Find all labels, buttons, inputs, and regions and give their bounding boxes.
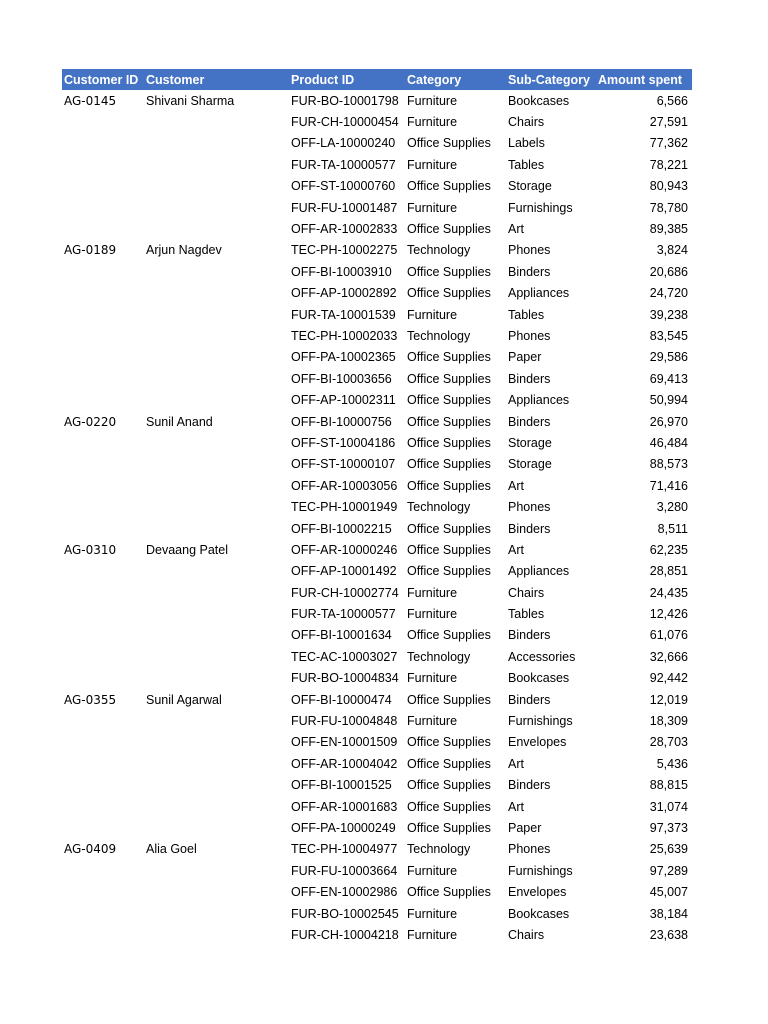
cell-product-id[interactable]: TEC-PH-10004977 [291, 842, 398, 857]
table-row [62, 133, 692, 154]
cell-amount-spent[interactable]: 3,824 [656, 243, 688, 258]
cell-sub-category[interactable]: Storage [508, 179, 552, 194]
cell-amount-spent[interactable]: 45,007 [649, 885, 688, 900]
cell-sub-category[interactable]: Appliances [508, 564, 570, 579]
cell-category[interactable]: Office Supplies [407, 286, 491, 301]
cell-category[interactable]: Technology [407, 842, 471, 857]
cell-sub-category[interactable]: Binders [508, 371, 551, 386]
table-row [62, 817, 692, 838]
table-row [62, 732, 692, 753]
table-row [62, 689, 692, 710]
cell-product-id[interactable]: OFF-ST-10000107 [291, 457, 396, 472]
table-row [62, 860, 692, 881]
cell-category[interactable]: Office Supplies [407, 735, 491, 750]
cell-sub-category[interactable]: Binders [508, 692, 551, 707]
table-row [62, 154, 692, 175]
cell-sub-category[interactable]: Chairs [508, 115, 545, 130]
header-category[interactable]: Category [407, 72, 462, 87]
cell-amount-spent[interactable]: 69,413 [649, 371, 688, 386]
cell-product-id[interactable]: OFF-BI-10003656 [291, 371, 392, 386]
table-row [62, 368, 692, 389]
cell-amount-spent[interactable]: 25,639 [649, 842, 688, 857]
table-row [62, 454, 692, 475]
cell-amount-spent[interactable]: 39,238 [649, 307, 688, 322]
header-amount-spent[interactable]: Amount spent [598, 72, 683, 87]
cell-amount-spent[interactable]: 28,851 [649, 564, 688, 579]
cell-sub-category[interactable]: Binders [508, 628, 551, 643]
cell-product-id[interactable]: FUR-FU-10004848 [291, 714, 398, 729]
cell-category[interactable]: Office Supplies [407, 778, 491, 793]
cell-category[interactable]: Office Supplies [407, 222, 491, 237]
cell-product-id[interactable]: OFF-BI-10002215 [291, 521, 392, 536]
table-row [62, 432, 692, 453]
cell-amount-spent[interactable]: 6,566 [656, 93, 688, 108]
cell-customer[interactable]: Devaang Patel [146, 542, 229, 557]
cell-product-id[interactable]: OFF-AR-10000246 [291, 542, 398, 557]
cell-category[interactable]: Furniture [407, 307, 458, 322]
cell-category[interactable]: Office Supplies [407, 179, 491, 194]
cell-category[interactable]: Office Supplies [407, 885, 491, 900]
cell-sub-category[interactable]: Art [508, 222, 524, 237]
cell-amount-spent[interactable]: 8,511 [657, 521, 688, 536]
cell-product-id[interactable]: OFF-PA-10002365 [291, 350, 396, 365]
cell-category[interactable]: Office Supplies [407, 564, 491, 579]
cell-customer[interactable]: Sunil Agarwal [146, 692, 222, 707]
cell-product-id[interactable]: FUR-CH-10002774 [291, 585, 399, 600]
cell-sub-category[interactable]: Paper [508, 820, 542, 835]
cell-amount-spent[interactable]: 50,994 [649, 393, 688, 408]
cell-sub-category[interactable]: Envelopes [508, 885, 567, 900]
cell-sub-category[interactable]: Chairs [508, 927, 545, 942]
table-row [62, 218, 692, 239]
cell-sub-category[interactable]: Binders [508, 778, 551, 793]
cell-amount-spent[interactable]: 3,280 [656, 500, 688, 515]
table-row [62, 903, 692, 924]
cell-amount-spent[interactable]: 5,436 [656, 756, 688, 771]
table-row [62, 411, 692, 432]
cell-amount-spent[interactable]: 12,426 [649, 607, 688, 622]
cell-amount-spent[interactable]: 46,484 [649, 435, 688, 450]
cell-amount-spent[interactable]: 71,416 [649, 478, 688, 493]
cell-sub-category[interactable]: Tables [508, 607, 545, 622]
cell-category[interactable]: Technology [407, 649, 471, 664]
cell-amount-spent[interactable]: 78,221 [649, 157, 688, 172]
table-row [62, 240, 692, 261]
cell-amount-spent[interactable]: 38,184 [649, 906, 688, 921]
table-body [62, 90, 692, 946]
cell-product-id[interactable]: FUR-TA-10000577 [291, 157, 396, 172]
cell-sub-category[interactable]: Envelopes [508, 735, 567, 750]
cell-amount-spent[interactable]: 92,442 [649, 671, 688, 686]
cell-category[interactable]: Office Supplies [407, 371, 491, 386]
cell-product-id[interactable]: FUR-CH-10004218 [291, 927, 399, 942]
cell-amount-spent[interactable]: 24,720 [649, 286, 688, 301]
table-row [62, 839, 692, 860]
cell-product-id[interactable]: OFF-BI-10001634 [291, 628, 392, 643]
cell-category[interactable]: Office Supplies [407, 136, 491, 151]
cell-sub-category[interactable]: Accessories [508, 649, 576, 664]
cell-sub-category[interactable]: Storage [508, 457, 552, 472]
header-sub-category[interactable]: Sub-Category [508, 72, 590, 87]
cell-product-id[interactable]: OFF-LA-10000240 [291, 136, 396, 151]
cell-category[interactable]: Office Supplies [407, 414, 491, 429]
cell-category[interactable]: Furniture [407, 714, 458, 729]
cell-product-id[interactable]: OFF-EN-10002986 [291, 885, 398, 900]
table-row [62, 881, 692, 902]
cell-amount-spent[interactable]: 24,435 [649, 585, 688, 600]
table-row [62, 539, 692, 560]
cell-product-id[interactable]: OFF-AP-10001492 [291, 564, 397, 579]
cell-amount-spent[interactable]: 97,373 [649, 820, 688, 835]
cell-sub-category[interactable]: Paper [508, 350, 542, 365]
table-row [62, 304, 692, 325]
cell-amount-spent[interactable]: 88,573 [649, 457, 688, 472]
cell-amount-spent[interactable]: 88,815 [649, 778, 688, 793]
cell-product-id[interactable]: FUR-CH-10000454 [291, 115, 399, 130]
cell-sub-category[interactable]: Bookcases [508, 93, 570, 108]
cell-product-id[interactable]: OFF-AR-10002833 [291, 222, 398, 237]
cell-product-id[interactable]: OFF-AP-10002311 [291, 393, 396, 408]
table-row [62, 753, 692, 774]
cell-amount-spent[interactable]: 89,385 [649, 222, 688, 237]
cell-product-id[interactable]: OFF-AR-10001683 [291, 799, 398, 814]
cell-product-id[interactable]: OFF-AP-10002892 [291, 286, 397, 301]
cell-product-id[interactable]: OFF-PA-10000249 [291, 820, 396, 835]
table-row [62, 668, 692, 689]
table-row [62, 924, 692, 945]
cell-category[interactable]: Furniture [407, 585, 458, 600]
cell-sub-category[interactable]: Chairs [508, 585, 545, 600]
table-row [62, 796, 692, 817]
header-customer[interactable]: Customer [146, 72, 205, 87]
cell-product-id[interactable]: FUR-BO-10002545 [291, 906, 399, 921]
cell-sub-category[interactable]: Bookcases [508, 906, 570, 921]
table-row [62, 496, 692, 517]
cell-amount-spent[interactable]: 77,362 [649, 136, 688, 151]
cell-sub-category[interactable]: Binders [508, 521, 551, 536]
cell-category[interactable]: Technology [407, 500, 471, 515]
cell-category[interactable]: Furniture [407, 93, 458, 108]
spreadsheet-table [62, 69, 692, 946]
table-row [62, 518, 692, 539]
cell-sub-category[interactable]: Tables [508, 157, 545, 172]
table-row [62, 389, 692, 410]
cell-category[interactable]: Office Supplies [407, 799, 491, 814]
cell-category[interactable]: Technology [407, 328, 471, 343]
cell-category[interactable]: Office Supplies [407, 756, 491, 771]
cell-sub-category[interactable]: Binders [508, 414, 551, 429]
cell-product-id[interactable]: OFF-AR-10003056 [291, 478, 398, 493]
cell-sub-category[interactable]: Bookcases [508, 671, 570, 686]
cell-category[interactable]: Office Supplies [407, 350, 491, 365]
cell-sub-category[interactable]: Furnishings [508, 863, 573, 878]
cell-customer-id[interactable]: AG-0220 [64, 414, 117, 429]
cell-product-id[interactable]: OFF-BI-10000756 [291, 414, 392, 429]
cell-category[interactable]: Office Supplies [407, 393, 491, 408]
cell-amount-spent[interactable]: 80,943 [649, 179, 688, 194]
cell-amount-spent[interactable]: 29,586 [649, 350, 688, 365]
cell-sub-category[interactable]: Appliances [508, 393, 570, 408]
cell-amount-spent[interactable]: 18,309 [649, 714, 688, 729]
table-row [62, 646, 692, 667]
cell-category[interactable]: Office Supplies [407, 264, 491, 279]
table-row [62, 197, 692, 218]
header-customer-id[interactable]: Customer ID [64, 72, 139, 87]
cell-category[interactable]: Office Supplies [407, 542, 491, 557]
cell-amount-spent[interactable]: 27,591 [649, 115, 688, 130]
table-row [62, 261, 692, 282]
table-row [62, 325, 692, 346]
cell-category[interactable]: Furniture [407, 115, 458, 130]
cell-category[interactable]: Office Supplies [407, 521, 491, 536]
table-row [62, 603, 692, 624]
cell-product-id[interactable]: OFF-ST-10000760 [291, 179, 396, 194]
cell-product-id[interactable]: FUR-BO-10004834 [291, 671, 399, 686]
cell-category[interactable]: Furniture [407, 863, 458, 878]
cell-product-id[interactable]: TEC-AC-10003027 [291, 649, 398, 664]
table-row [62, 347, 692, 368]
cell-sub-category[interactable]: Furnishings [508, 200, 573, 215]
table-row [62, 90, 692, 111]
cell-amount-spent[interactable]: 26,970 [649, 414, 688, 429]
header-product-id[interactable]: Product ID [291, 72, 355, 87]
cell-sub-category[interactable]: Art [508, 478, 524, 493]
cell-customer-id[interactable]: AG-0409 [64, 842, 117, 857]
cell-sub-category[interactable]: Storage [508, 435, 552, 450]
cell-product-id[interactable]: OFF-BI-10000474 [291, 692, 392, 707]
cell-sub-category[interactable]: Art [508, 542, 524, 557]
cell-amount-spent[interactable]: 12,019 [649, 692, 688, 707]
cell-product-id[interactable]: TEC-PH-10002033 [291, 328, 398, 343]
cell-sub-category[interactable]: Art [508, 756, 524, 771]
table-row [62, 625, 692, 646]
cell-product-id[interactable]: FUR-FU-10003664 [291, 863, 398, 878]
cell-category[interactable]: Technology [407, 243, 471, 258]
table-row [62, 582, 692, 603]
cell-sub-category[interactable]: Phones [508, 328, 551, 343]
cell-category[interactable]: Office Supplies [407, 435, 491, 450]
cell-sub-category[interactable]: Art [508, 799, 524, 814]
cell-product-id[interactable]: OFF-EN-10001509 [291, 735, 398, 750]
cell-amount-spent[interactable]: 83,545 [649, 328, 688, 343]
cell-sub-category[interactable]: Phones [508, 842, 551, 857]
cell-amount-spent[interactable]: 78,780 [649, 200, 688, 215]
cell-product-id[interactable]: TEC-PH-10001949 [291, 500, 398, 515]
cell-product-id[interactable]: OFF-BI-10001525 [291, 778, 392, 793]
cell-customer[interactable]: Arjun Nagdev [146, 243, 222, 258]
table-row [62, 775, 692, 796]
cell-sub-category[interactable]: Tables [508, 307, 545, 322]
cell-category[interactable]: Furniture [407, 200, 458, 215]
cell-amount-spent[interactable]: 32,666 [649, 649, 688, 664]
cell-sub-category[interactable]: Appliances [508, 286, 570, 301]
table-row [62, 475, 692, 496]
cell-product-id[interactable]: FUR-FU-10001487 [291, 200, 398, 215]
cell-category[interactable]: Office Supplies [407, 628, 491, 643]
cell-category[interactable]: Furniture [407, 927, 458, 942]
cell-amount-spent[interactable]: 31,074 [649, 799, 688, 814]
table-row [62, 561, 692, 582]
cell-sub-category[interactable]: Binders [508, 264, 551, 279]
cell-customer[interactable]: Alia Goel [146, 842, 197, 857]
cell-amount-spent[interactable]: 28,703 [649, 735, 688, 750]
header-row [62, 69, 692, 90]
cell-product-id[interactable]: FUR-BO-10001798 [291, 93, 399, 108]
cell-product-id[interactable]: OFF-BI-10003910 [291, 264, 392, 279]
cell-amount-spent[interactable]: 62,235 [649, 542, 688, 557]
cell-product-id[interactable]: OFF-ST-10004186 [291, 435, 396, 450]
cell-category[interactable]: Furniture [407, 671, 458, 686]
cell-product-id[interactable]: OFF-AR-10004042 [291, 756, 398, 771]
cell-customer[interactable]: Sunil Anand [146, 414, 213, 429]
cell-customer-id[interactable]: AG-0189 [64, 243, 117, 258]
cell-customer-id[interactable]: AG-0145 [64, 93, 117, 108]
cell-category[interactable]: Office Supplies [407, 478, 491, 493]
cell-product-id[interactable]: FUR-TA-10000577 [291, 607, 396, 622]
table-row [62, 111, 692, 132]
cell-product-id[interactable]: TEC-PH-10002275 [291, 243, 398, 258]
table-row [62, 176, 692, 197]
cell-amount-spent[interactable]: 23,638 [649, 927, 688, 942]
cell-category[interactable]: Furniture [407, 157, 458, 172]
cell-amount-spent[interactable]: 20,686 [649, 264, 688, 279]
cell-amount-spent[interactable]: 97,289 [649, 863, 688, 878]
cell-category[interactable]: Office Supplies [407, 692, 491, 707]
cell-category[interactable]: Furniture [407, 906, 458, 921]
cell-category[interactable]: Furniture [407, 607, 458, 622]
table-row [62, 283, 692, 304]
cell-sub-category[interactable]: Phones [508, 243, 551, 258]
cell-customer-id[interactable]: AG-0355 [64, 692, 117, 707]
cell-sub-category[interactable]: Labels [508, 136, 545, 151]
cell-sub-category[interactable]: Furnishings [508, 714, 573, 729]
cell-customer[interactable]: Shivani Sharma [146, 93, 235, 108]
cell-sub-category[interactable]: Phones [508, 500, 551, 515]
cell-customer-id[interactable]: AG-0310 [64, 542, 117, 557]
cell-amount-spent[interactable]: 61,076 [649, 628, 688, 643]
cell-category[interactable]: Office Supplies [407, 457, 491, 472]
cell-product-id[interactable]: FUR-TA-10001539 [291, 307, 396, 322]
table-row [62, 710, 692, 731]
cell-category[interactable]: Office Supplies [407, 820, 491, 835]
